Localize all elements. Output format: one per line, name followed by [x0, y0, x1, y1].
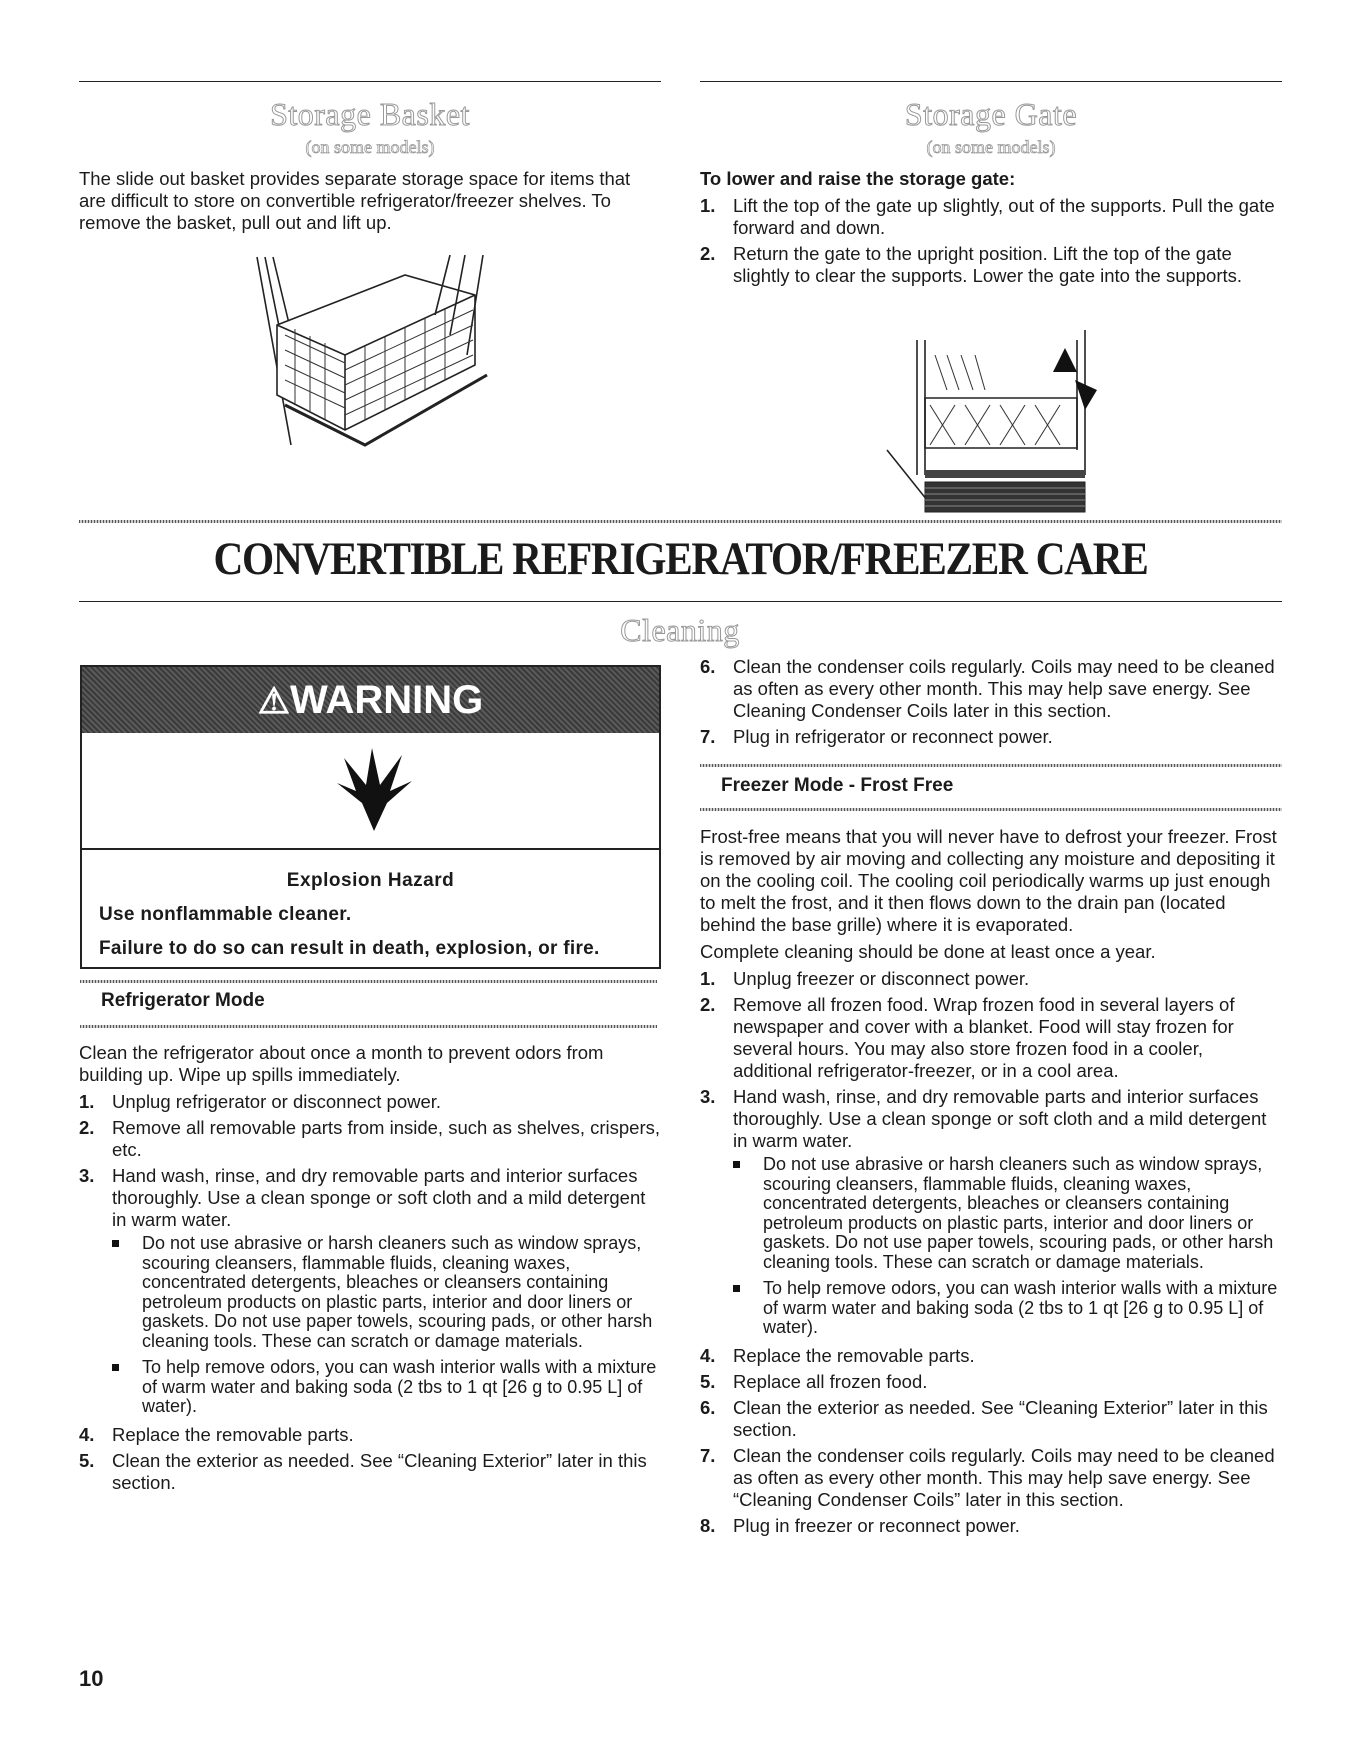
storage-basket-subtitle: (on some models): [305, 137, 435, 157]
freezer-mode-steps: [700, 968, 1282, 1537]
warning-triangle-icon: ⚠: [257, 680, 290, 721]
warning-line-2: Failure to do so can result in death, explosion, or fire.: [99, 938, 600, 959]
cleaning-title: Cleaning: [620, 612, 740, 648]
storage-basket-body: The slide out basket provides separate storage space for items that are difficult to store on convertible refrigerator/freezer shelves. To remove the basket, pull out and lift up.: [79, 168, 631, 233]
list-item: 8. Plug in freezer or reconnect power.: [700, 1514, 1020, 1536]
warning-banner: [82, 667, 659, 733]
list-item: 2. Remove all removable parts from inside, such as shelves, crispers, etc.: [79, 1117, 661, 1160]
list-item: Do not use abrasive or harsh cleaners such as window sprays, scouring cleansers, flammable fluids, cleaning waxes, concentrated detergents, bleaches or cleansers containing petroleum products on plastic parts, interior and door liners or gaskets. Do not use paper towels, scouring pads, or other harsh cleaning tools. These can scratch or damage materials.: [733, 1155, 1282, 1272]
top-right-rule: [700, 81, 1282, 82]
list-item: 6. Clean the condenser coils regularly. Coils may need to be cleaned as often as every other month. This may help save energy. See Cleaning Condenser Coils later in this section.: [700, 656, 1275, 721]
list-item: 4. Replace the removable parts.: [700, 1344, 975, 1366]
storage-basket-title: Storage Basket: [270, 96, 470, 132]
storage-gate-section: [700, 96, 1282, 291]
right-top-steps-list: [700, 656, 1282, 748]
warning-line-1: Use nonflammable cleaner.: [99, 904, 352, 925]
list-item: 5. Replace all frozen food.: [700, 1370, 928, 1392]
list-item: Do not use abrasive or harsh cleaners such as window sprays, scouring cleansers, flammable fluids, cleaning waxes, concentrated detergents, bleaches or cleansers containing petroleum products on plastic parts, interior and door liners or gaskets. Do not use paper towels, scouring pads, or other harsh cleaning tools. These can scratch or damage materials.: [112, 1234, 661, 1351]
right-column-top-steps: [700, 656, 1282, 752]
explosion-icon: [332, 743, 417, 833]
page-title: CONVERTIBLE REFRIGERATOR/FREEZER CARE: [213, 533, 1148, 585]
list-item: 5. Clean the exterior as needed. See “Cleaning Exterior” later in this section.: [79, 1449, 647, 1493]
freezer-mode-intro-2: Complete cleaning should be done at least once a year.: [700, 941, 1156, 962]
warning-symbol-area: [82, 733, 659, 850]
storage-gate-heading: To lower and raise the storage gate:: [700, 168, 1016, 189]
storage-basket-section: [79, 96, 661, 234]
warning-hazard: Explosion Hazard: [286, 870, 455, 891]
list-item: 7. Plug in refrigerator or reconnect power.: [700, 726, 1053, 747]
list-item: To help remove odors, you can wash interior walls with a mixture of warm water and baking soda (2 tbs to 1 qt [26 g to 0.95 L] of water).: [112, 1358, 661, 1417]
list-item: 4. Replace the removable parts.: [79, 1423, 354, 1445]
freezer-mode-bullets: [733, 1155, 1282, 1338]
list-item: 6. Clean the exterior as needed. See “Cleaning Exterior” later in this section.: [700, 1396, 1268, 1440]
storage-gate-steps: [700, 195, 1282, 287]
freezer-mode-intro: Frost-free means that you will never have to defrost your freezer. Frost is removed by air moving and collecting any moisture and depositing it on the cooling coil. The cooling coil periodically warms up just enough to melt the frost, and it then flows down to the drain pan (located behind the base grille) where it is evaporated.: [700, 826, 1277, 935]
top-left-rule: [79, 81, 661, 82]
list-item: 3. Hand wash, rinse, and dry removable parts and interior surfaces thoroughly. Use a clean sponge or soft cloth and a mild detergent in warm water. Do not use abrasive or harsh cleaners such as window sprays, scouring cleansers, flammable fluids, cleaning waxes, concentrated detergents, bleaches or cleansers containing petroleum products on plastic parts, interior and door liners or gaskets. Do not use paper towels, scouring pads, or other harsh cleaning tools. These can scratch or damage materials. To help remove odors, you can wash interior walls with a mixture of warm water and baking soda (2 tbs to 1 qt [26 g to 0.95 L] of water).: [700, 1086, 1282, 1338]
list-item: 1. Unplug freezer or disconnect power.: [700, 968, 1030, 989]
page-number: 10: [79, 1666, 104, 1691]
freezer-mode-top-rule: [700, 764, 1282, 767]
list-item: 2. Return the gate to the upright position. Lift the top of the gate slightly to clear the supports. Lower the gate into the supports.: [700, 243, 1243, 286]
refrigerator-mode-steps: [79, 1091, 661, 1494]
bullet-icon: [733, 1285, 740, 1292]
bullet-icon: [112, 1240, 119, 1247]
list-item: 2. Remove all frozen food. Wrap frozen food in several layers of newspaper and cover with a blanket. Food will stay frozen for several hours. You may also store frozen food in a cooler, additional refrigerator-freezer, or in a cool area.: [700, 994, 1235, 1081]
list-item: 3. Hand wash, rinse, and dry removable parts and interior surfaces thoroughly. Use a clean sponge or soft cloth and a mild detergent in warm water. Do not use abrasive or harsh cleaners such as window sprays, scouring cleansers, flammable fluids, cleaning waxes, concentrated detergents, bleaches or cleansers containing petroleum products on plastic parts, interior and door liners or gaskets. Do not use paper towels, scouring pads, or other harsh cleaning tools. These can scratch or damage materials. To help remove odors, you can wash interior walls with a mixture of warm water and baking soda (2 tbs to 1 qt [26 g to 0.95 L] of water).: [79, 1165, 661, 1417]
ref-mode-bottom-rule: [80, 1025, 657, 1028]
storage-basket-illustration: [255, 255, 495, 450]
bullet-icon: [112, 1364, 119, 1371]
refrigerator-mode-content: [79, 1042, 661, 1498]
title-bottom-rule: [79, 601, 1282, 602]
bullet-icon: [733, 1161, 740, 1168]
refrigerator-mode-bullets: [112, 1234, 661, 1417]
warning-label: WARNING: [289, 678, 484, 722]
warning-box: [80, 665, 661, 969]
freezer-mode-heading: Freezer Mode - Frost Free: [721, 775, 954, 796]
list-item: To help remove odors, you can wash interior walls with a mixture of warm water and baking soda (2 tbs to 1 qt [26 g to 0.95 L] of water).: [733, 1279, 1282, 1338]
storage-gate-illustration: [885, 330, 1100, 515]
storage-gate-title: Storage Gate: [904, 96, 1078, 132]
ref-mode-top-rule: [80, 980, 657, 983]
refrigerator-mode-intro: Clean the refrigerator about once a month to prevent odors from building up. Wipe up spills immediately.: [79, 1042, 604, 1085]
freezer-mode-content: [700, 826, 1282, 1541]
freezer-mode-bottom-rule: [700, 808, 1282, 811]
list-item: 1. Unplug refrigerator or disconnect power.: [79, 1091, 442, 1112]
list-item: 7. Clean the condenser coils regularly. Coils may need to be cleaned as often as every other month. This may help save energy. See “Cleaning Condenser Coils” later in this section.: [700, 1444, 1275, 1510]
list-item: 1. Lift the top of the gate up slightly, out of the supports. Pull the gate forward and down.: [700, 195, 1275, 238]
storage-gate-subtitle: (on some models): [926, 137, 1056, 157]
refrigerator-mode-heading: Refrigerator Mode: [101, 990, 265, 1011]
title-top-rule: [79, 520, 1282, 523]
